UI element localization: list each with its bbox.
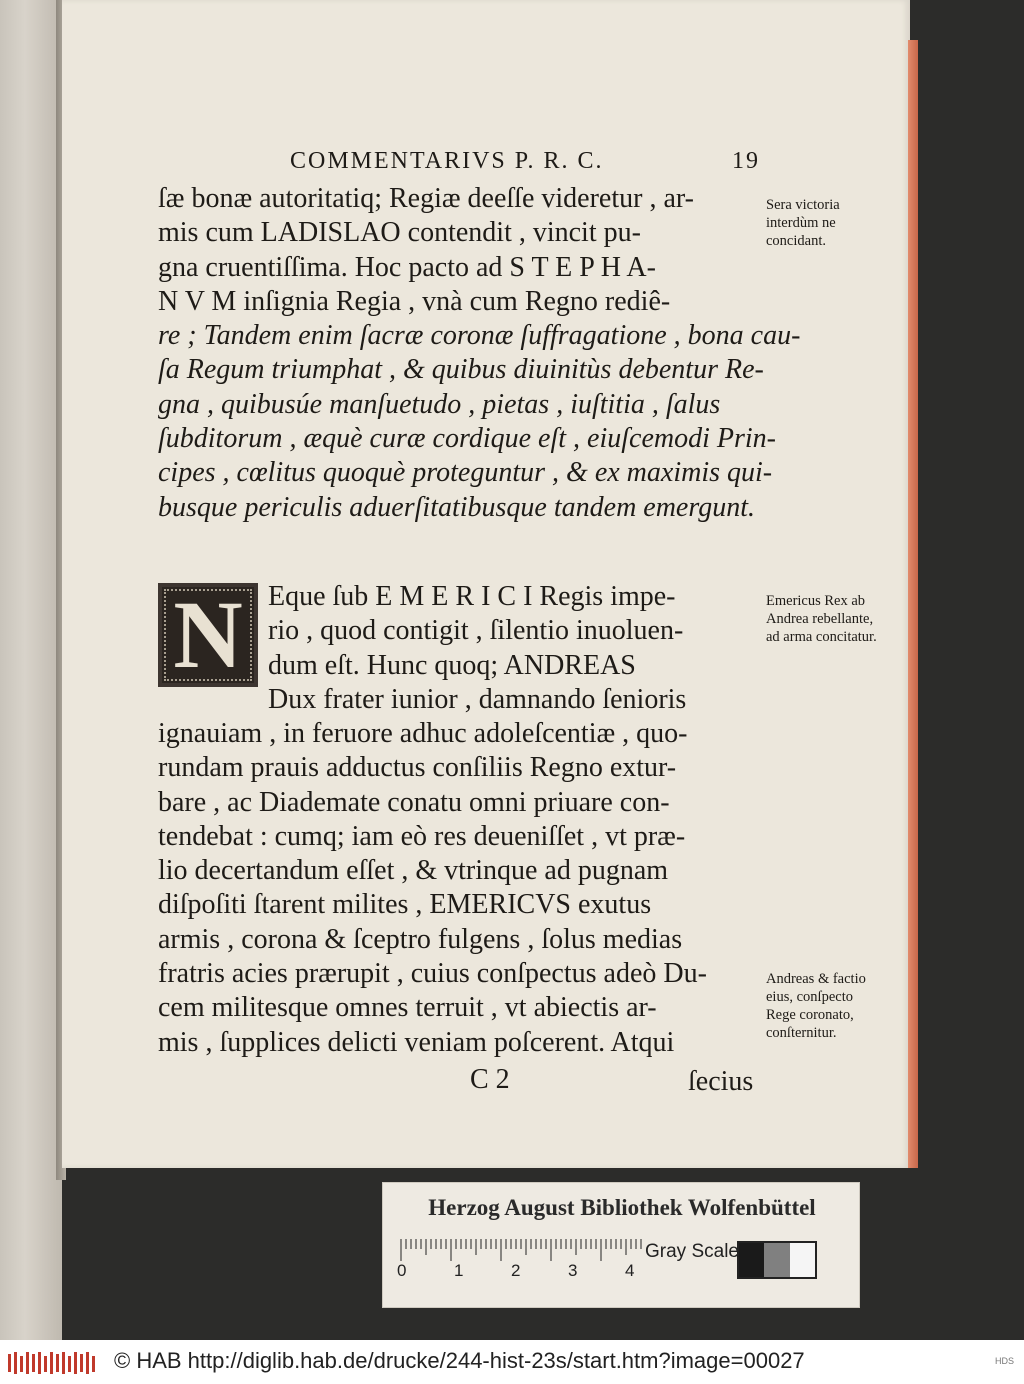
text-line: bare , ac Diademate conatu omni priuare con- xyxy=(158,786,670,818)
hab-color-card xyxy=(382,1182,860,1308)
text-line: N V M inſignia Regia , vnà cum Regno rediê- xyxy=(158,285,671,317)
text-line: ſa Regum triumphat , & quibus diuinitùs debentur Re- xyxy=(158,354,764,386)
page-red-edge xyxy=(908,40,918,1168)
text-line: busque periculis aduerſitatibusque tandem emergunt. xyxy=(158,491,755,523)
ruler-number: 4 xyxy=(625,1261,635,1280)
ruler-scale xyxy=(397,1237,649,1280)
text-line: cipes , cœlitus quoquè proteguntur , & ex maximis qui- xyxy=(158,457,773,489)
hab-card-title: Herzog August Bibliothek Wolfenbüttel xyxy=(428,1195,816,1220)
swatch-gray xyxy=(764,1243,789,1277)
text-line: mis , ſupplices delicti veniam poſcerent. Atqui xyxy=(158,1026,675,1058)
ruler-number: 3 xyxy=(568,1261,578,1280)
catchword: ſecius xyxy=(688,1066,754,1097)
swatch-white xyxy=(790,1243,815,1277)
text-line: fratris acies prærupit , cuius conſpectus adeò Du- xyxy=(158,958,707,990)
marginal-note-1: Sera victoria interdùm ne concidant. xyxy=(766,197,840,249)
text-line: diſpoſiti ſtarent milites , EMERICVS exutus xyxy=(158,889,652,921)
footer-mark: HDS xyxy=(994,1356,1014,1366)
decorated-initial xyxy=(158,583,258,687)
marginal-note-2: Emericus Rex ab Andrea rebellante, ad arma concitatur. xyxy=(766,593,877,645)
gray-scale-label: Gray Scale xyxy=(645,1241,739,1262)
text-line: lio decertandum eſſet , & vtrinque ad pugnam xyxy=(158,855,669,887)
text-line: dum eſt. Hunc quoq; ANDREAS xyxy=(268,649,636,681)
initial-letter: N xyxy=(173,581,243,688)
initial-ornament xyxy=(164,589,252,681)
paragraph-2-indented xyxy=(268,580,760,717)
signature-mark: C 2 xyxy=(470,1064,510,1095)
text-line: ſæ bonæ autoritatiq; Regiæ deeſſe videretur , ar- xyxy=(158,183,694,214)
hab-logo-icon xyxy=(8,1350,100,1376)
footer-url-text[interactable]: © HAB http://diglib.hab.de/drucke/244-hist-23s/start.htm?image=00027 xyxy=(114,1348,805,1373)
footer-bar xyxy=(0,1340,1024,1384)
text-line: gna cruentiſſima. Hoc pacto ad S T E P H A- xyxy=(158,251,656,283)
swatch-black xyxy=(739,1243,764,1277)
text-line: gna , quibusúe manſuetudo , pietas , iuſtitia , ſalus xyxy=(158,388,721,420)
ruler-number: 2 xyxy=(511,1261,521,1280)
left-page-edge xyxy=(0,0,62,1340)
marginal-note-3: Andreas & factio eius, conſpecto Rege coronato, conſternitur. xyxy=(766,971,866,1041)
text-line: ignauiam , in feruore adhuc adoleſcentiæ , quo- xyxy=(158,718,688,749)
running-title: COMMENTARIVS P. R. C. xyxy=(290,148,604,174)
text-line: tendebat : cumq; iam eò res deueniſſet , vt præ- xyxy=(158,820,686,852)
text-line: Dux frater iunior , damnando ſenioris xyxy=(268,683,687,715)
text-line: ſubditorum , æquè curæ cordique eſt , eiuſcemodi Prin- xyxy=(158,423,776,455)
text-line: re ; Tandem enim ſacræ coronæ ſuffragatione , bona cau- xyxy=(158,320,801,352)
text-line: rio , quod contigit , ſilentio inuoluen- xyxy=(268,615,684,647)
folio-number: 19 xyxy=(732,148,760,174)
ruler-number: 0 xyxy=(397,1261,407,1280)
paragraph-1 xyxy=(158,182,801,525)
text-line: Eque ſub E M E R I C I Regis impe- xyxy=(268,581,676,612)
text-line: armis , corona & ſceptro fulgens , ſolus medias xyxy=(158,923,683,955)
text-line: rundam prauis adductus conſiliis Regno extur- xyxy=(158,752,677,784)
ruler-number: 1 xyxy=(454,1261,464,1280)
text-line: mis cum LADISLAO contendit , vincit pu- xyxy=(158,217,641,249)
text-line: cem militesque omnes terruit , vt abiectis ar- xyxy=(158,992,657,1024)
paragraph-2 xyxy=(158,717,760,1060)
gray-swatches xyxy=(737,1241,817,1279)
running-header xyxy=(290,148,760,175)
